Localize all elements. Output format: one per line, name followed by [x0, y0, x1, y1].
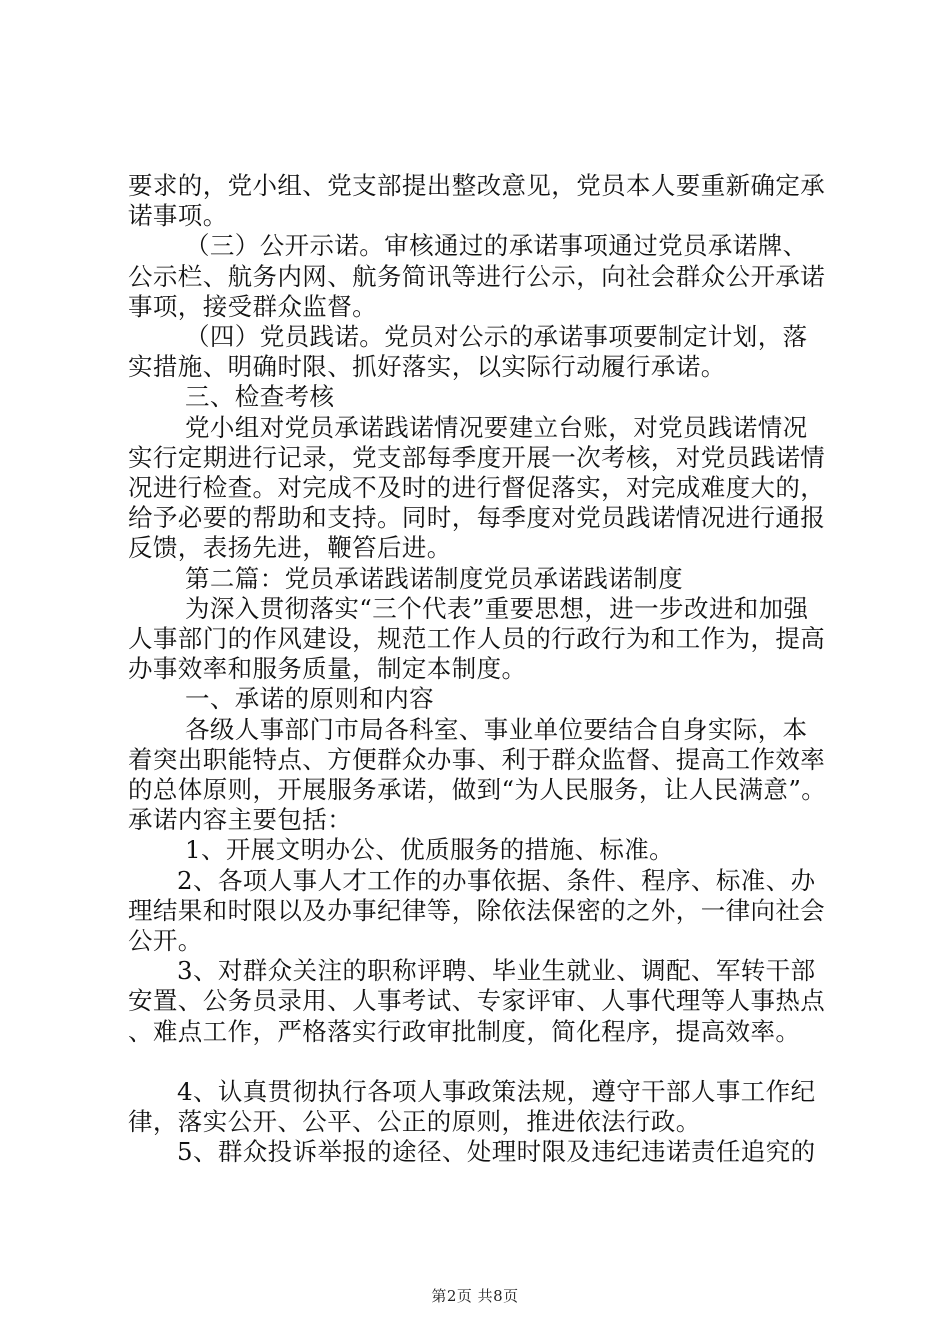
list-item-2: 2、各项人事人才工作的办事依据、条件、程序、标准、办理结果和时限以及办事纪律等，除依法保密的之外，一律向社会公开。: [128, 865, 826, 956]
list-item-1: 1、开展文明办公、优质服务的措施、标准。: [185, 835, 675, 865]
chapter-heading-second: 第二篇：党员承诺践诺制度党员承诺践诺制度: [185, 563, 683, 593]
list-item-3: 3、对群众关注的职称评聘、毕业生就业、调配、军转干部安置、公务员录用、人事考试、专家评审、人事代理等人事热点、难点工作，严格落实行政审批制度，简化程序，提高效率。: [128, 956, 826, 1046]
paragraph-continuation: 要求的，党小组、党支部提出整改意见，党员本人要重新确定承诺事项。: [128, 171, 826, 231]
paragraph-inspection: 党小组对党员承诺践诺情况要建立台账，对党员践诺情况实行定期进行记录，党支部每季度开展一次考核，对党员践诺情况进行检查。对完成不及时的进行督促落实，对完成难度大的，给予必要的帮助和支持。同时，每季度对党员践诺情况进行通报反馈，表扬先进，鞭笞后进。: [128, 412, 826, 563]
paragraph-gap: [128, 1047, 828, 1077]
section-heading-inspection: 三、检查考核: [185, 382, 335, 412]
paragraph-principles: 各级人事部门市局各科室、事业单位要结合自身实际，本着突出职能特点、方便群众办事、利于群众监督、提高工作效率的总体原则，开展服务承诺，做到“为人民服务，让人民满意”。承诺内容主要包括：: [128, 714, 827, 835]
paragraph-public-pledge: （三）公开示诺。审核通过的承诺事项通过党员承诺牌、公示栏、航务内网、航务简讯等进行公示，向社会群众公开承诺事项，接受群众监督。: [128, 231, 826, 321]
section-heading-principles: 一、承诺的原则和内容: [185, 684, 434, 714]
document-body: [128, 171, 828, 1168]
paragraph-purpose: 为深入贯彻落实“三个代表”重要思想，进一步改进和加强人事部门的作风建设，规范工作人员的行政行为和工作为，提高办事效率和服务质量，制定本制度。: [128, 593, 826, 684]
page-number-footer: 第2页 共8页: [431, 1287, 519, 1305]
list-item-4: 4、认真贯彻执行各项人事政策法规，遵守干部人事工作纪律，落实公开、公平、公正的原则，推进依法行政。: [128, 1076, 816, 1137]
paragraph-member-fulfillment: （四）党员践诺。党员对公示的承诺事项要制定计划，落实措施、明确时限、抓好落实，以实际行动履行承诺。: [128, 322, 808, 382]
list-item-5: 5、群众投诉举报的途径、处理时限及违纪违诺责任追究的: [177, 1137, 816, 1167]
